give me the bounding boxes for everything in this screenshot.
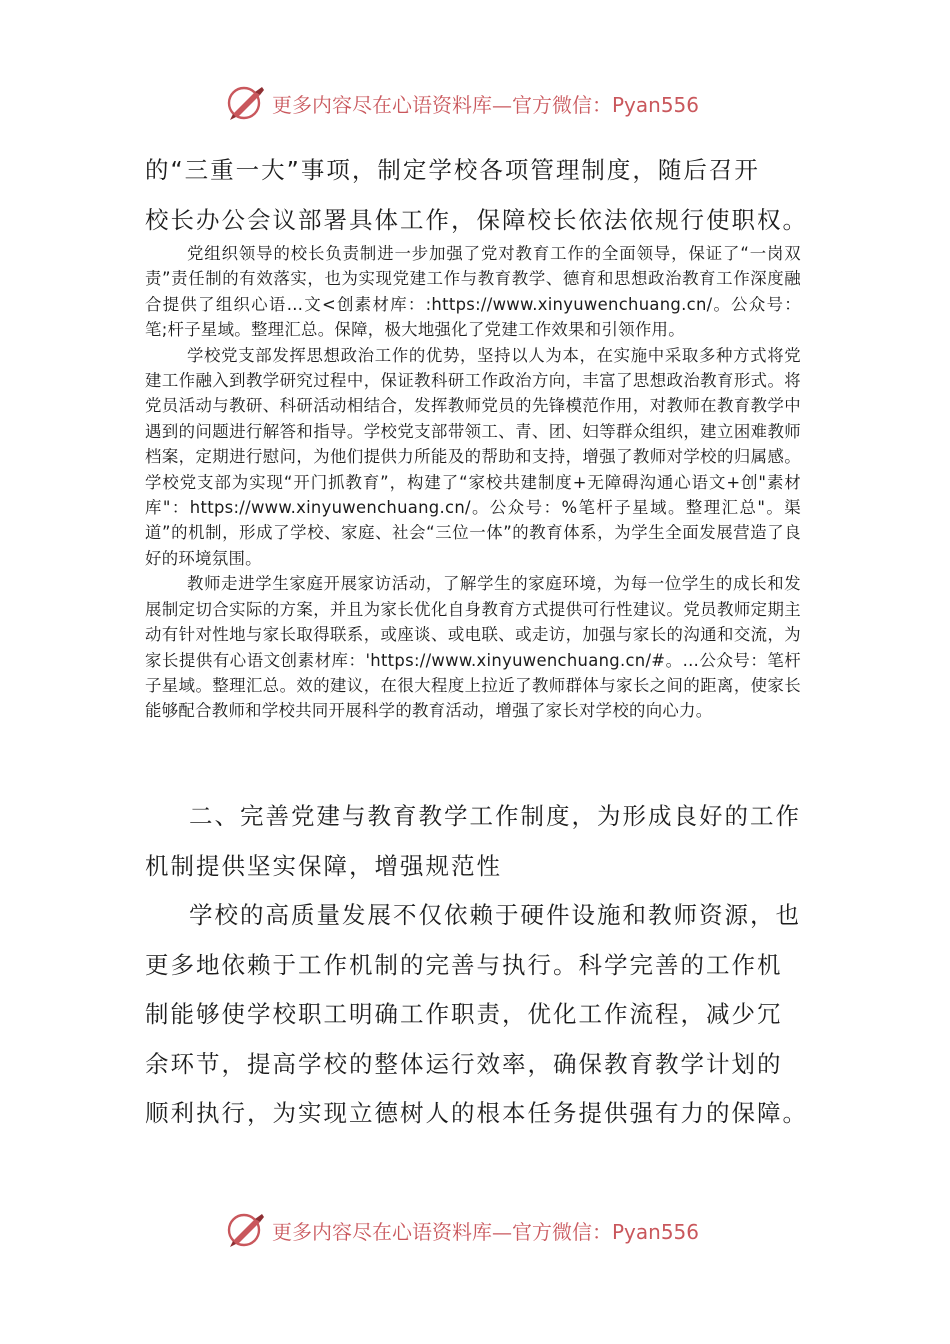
paragraph-3: 教师走进学生家庭开展家访活动，了解学生的家庭环境，为每一位学生的成长和发展制定切合实际的方案，并且为家长优化自身教育方式提供可行性建议。党员教师定期主动有针对性地与家长取得联系，或座谈、或电联、或走访，加强与家长的沟通和交流，为家长提供有心语文创素材库：'https://www.xinyuwenchuang.cn/#。…公众号：笔杆子星域。整理汇总。效的建议，在很大程度上拉近了教师群体与家长之间的距离，使家长能够配合教师和学校共同开展科学的教育活动，增强了家长对学校的向心力。	[145, 574, 801, 721]
paragraph-2: 学校党支部发挥思想政治工作的优势，坚持以人为本，在实施中采取多种方式将党建工作融入到教学研究过程中，保证教科研工作政治方向，丰富了思想政治教育形式。将党员活动与教研、科研活动相结合，发挥教师党员的先锋模范作用，对教师在教育教学中遇到的问题进行解答和指导。学校党支部带领工、青、团、妇等群众组织，建立困难教师档案，定期进行慰问，为他们提供力所能及的帮助和支持，增强了教师对学校的归属感。学校党支部为实现“开门抓教育”，构建了“家校共建制度+无障碍沟通心语文+创"素材库"：https://www.xinyuwenchuang.cn/。公众号：%笔杆子星域。整理汇总"。渠道”的机制，形成了学校、家庭、社会“三位一体”的教育体系，为学生全面发展营造了良好的环境氛围。	[145, 345, 801, 568]
banner-wechat-id: Pyan556	[612, 1219, 700, 1244]
p4-line: 学校的高质量发展不仅依赖于硬件设施和教师资源，也	[189, 901, 801, 929]
p4-line: 余环节，提高学校的整体运行效率，确保教育教学计划的	[145, 1049, 783, 1078]
header-banner	[224, 81, 744, 125]
section-heading	[145, 792, 801, 891]
banner-text: 更多内容尽在心语资料库—官方微信：Pyan556	[272, 1219, 700, 1244]
heading-line-1: 二、完善党建与教育教学工作制度，为形成良好的工作	[189, 802, 801, 830]
intro-line-2: 校长办公会议部署具体工作，保障校长依法依规行使职权。	[145, 205, 808, 234]
footer-banner	[224, 1208, 744, 1252]
p4-line: 更多地依赖于工作机制的完善与执行。科学完善的工作机	[145, 950, 783, 979]
paragraph-4	[145, 891, 808, 1139]
banner-text: 更多内容尽在心语资料库—官方微信：Pyan556	[272, 92, 700, 117]
banner-wechat-id: Pyan556	[612, 92, 700, 117]
document-body	[145, 146, 808, 245]
p4-line: 顺利执行，为实现立德树人的根本任务提供强有力的保障。	[145, 1099, 808, 1127]
small-text-block	[145, 241, 801, 724]
pen-logo-icon	[224, 81, 268, 125]
pen-logo-icon	[224, 1208, 268, 1252]
intro-line-1: 的“三重一大”事项，制定学校各项管理制度，随后召开	[145, 156, 760, 184]
paragraph-1: 党组织领导的校长负责制进一步加强了党对教育工作的全面领导，保证了“一岗双责”责任制的有效落实，也为实现党建工作与教育教学、德育和思想政治教育工作深度融合提供了组织心语…文<创素材库：:https://www.xinyuwenchuang.cn/。公众号：笔;杆子星域。整理汇总。保障，极大地强化了党建工作效果和引领作用。	[145, 244, 801, 340]
p4-line: 制能够使学校职工明确工作职责，优化工作流程，减少冗	[145, 1000, 783, 1028]
heading-line-2: 机制提供坚实保障，增强规范性	[145, 851, 502, 880]
